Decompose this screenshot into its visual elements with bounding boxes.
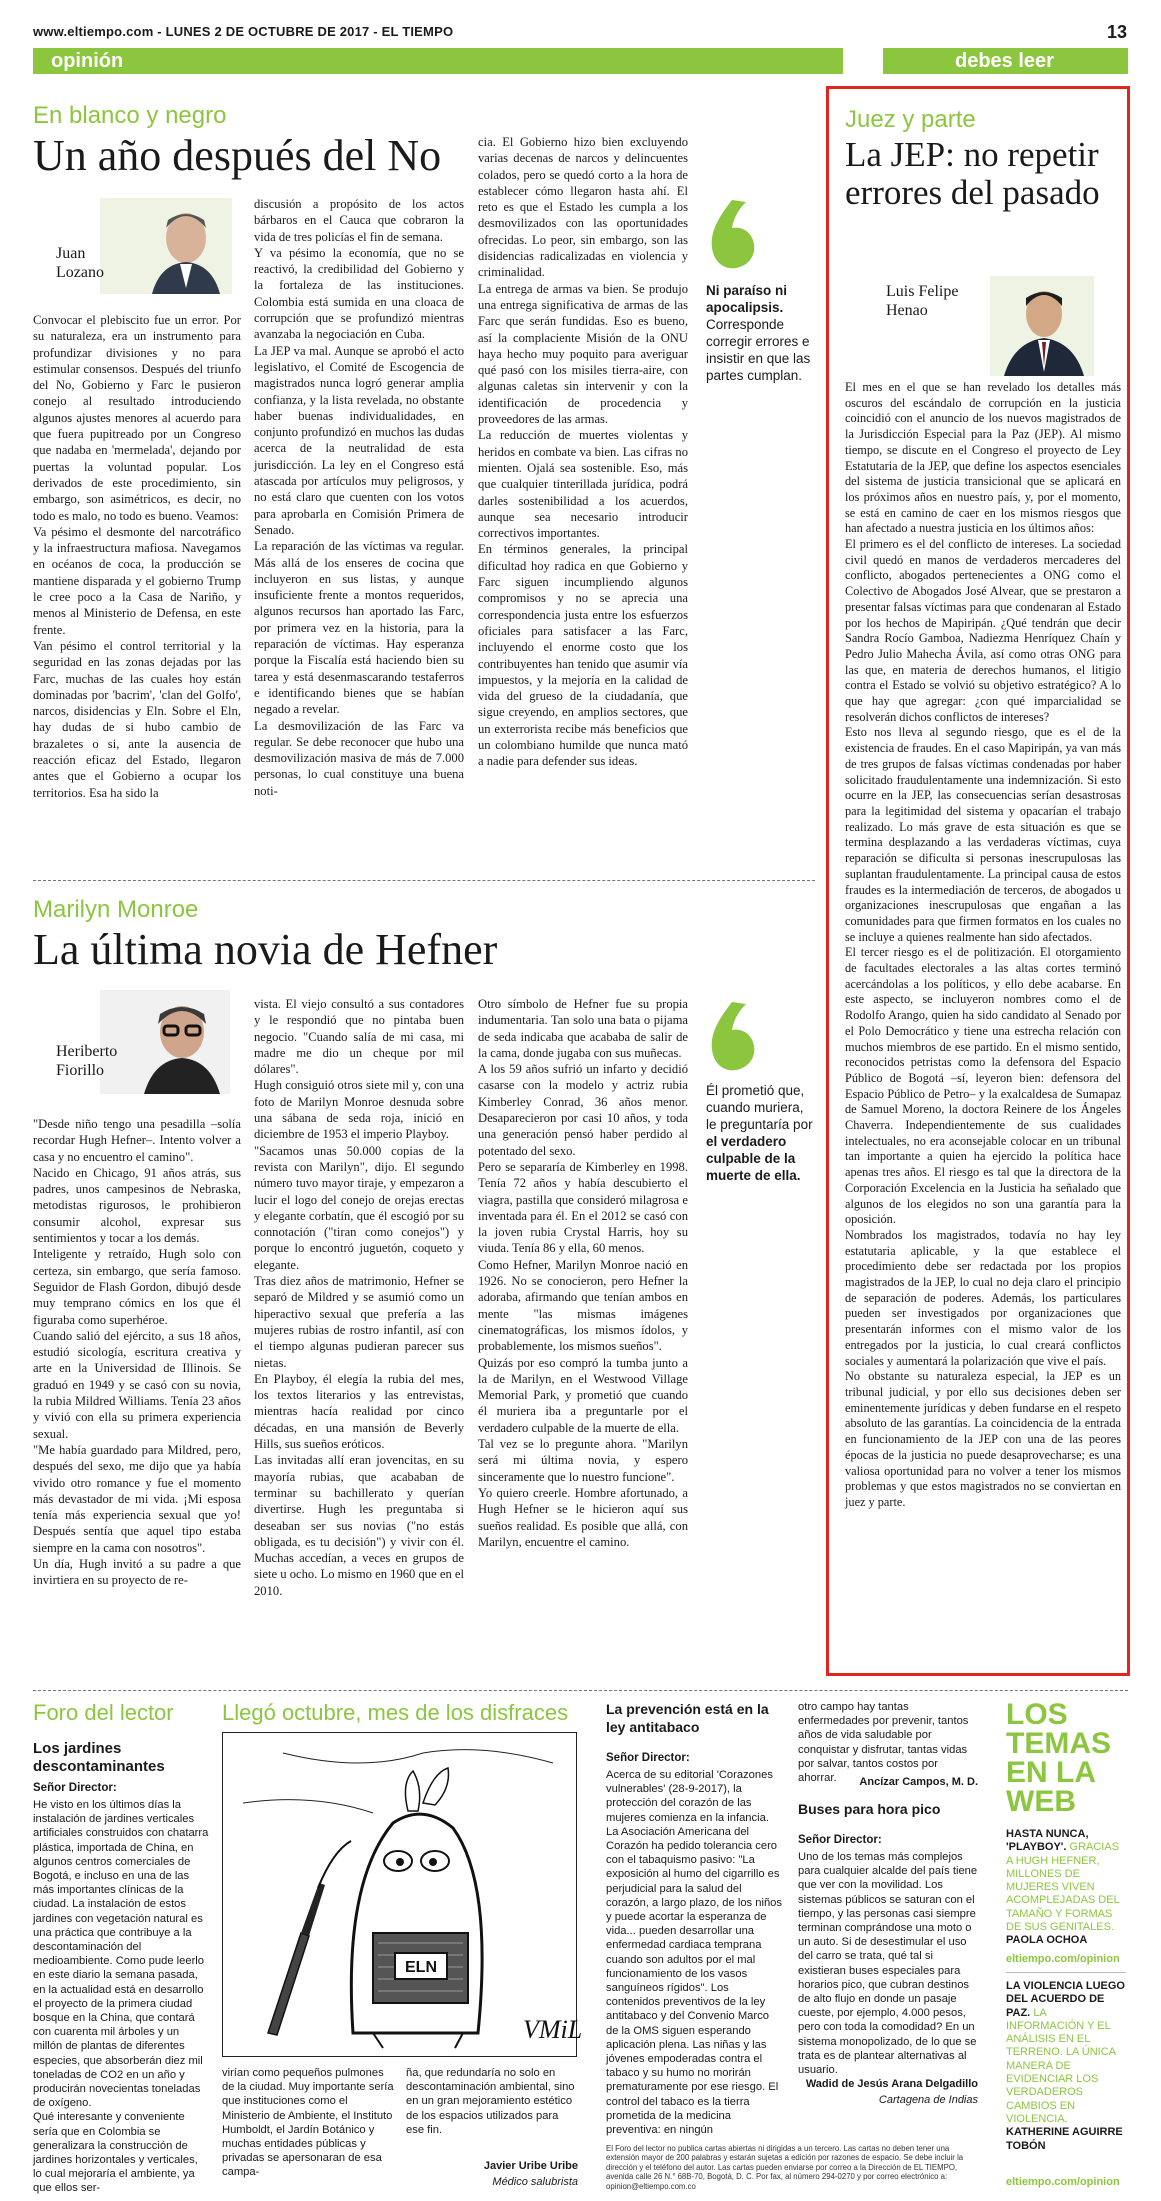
section-bar-opinion — [33, 48, 843, 74]
cartoon-signature: VMiL — [523, 2015, 583, 2044]
letter3-signature-role: Cartagena de Indias — [878, 2094, 978, 2106]
temas-item-1-summary: GRACIAS A HUGH HEFNER, MILLONES DE MUJERES VIVEN ACOMPLEJADAS DEL TAMAÑO Y FORMAS DE SUS GENITALES. — [1006, 1841, 1120, 1934]
letter2-signature: Ancízar Campos, M. D. — [859, 1776, 978, 1788]
article2-quote-bold: el verdadero culpable de la muerte de ella. — [706, 1134, 801, 1183]
article1-headline: Un año después del No — [33, 131, 442, 180]
article2-column-3: Otro símbolo de Hefner fue su propia indumentaria. Tan solo una bata o pijama de seda indicaba que acababa de salir de la cama, donde jugaba con sus muñecas. A los 59 años sufrió un infarto y decidió casarse con la modelo y actriz rubia Kimberley Conrad, 36 años menor. Desaparecieron por casi 10 años, y toda una generación pensó haber perdido al potentado del sexo. Pero se separaría de Kimberley en 1998. Tenía 72 años y había descubierto el viagra, pastilla que consideró milagrosa e inventada para él. En el 2012 se casó con la joven rubia Crystal Harris, hoy su viuda. Tenía 86 y ella, 60 menos. Como Hefner, Marilyn Monroe nació en 1926. No se conocieron, pero Hefner la adoraba, afirmando que tenían ambos en mente "las mismas imágenes cinematográficas, los mismos ídolos, y probablemente, los mismos sueños". Quizás por eso compró la tumba junto a la de Marilyn, en el Westwood Village Memorial Park, y prometió que cuando él muriera iba a preguntarle por el verdadero culpable de la muerte de ella. Tal vez se lo pregunte ahora. "Marilyn será mi última novia, y espero sinceramente que lo nuestro funcione". Yo quiero creerle. Hombre afortunado, a Hugh Hefner se le hicieron aquí sus sueños realidad. Es posible que allá, con Marilyn, encuentre el camino. — [478, 997, 688, 1549]
portrait-illustration — [990, 276, 1094, 376]
article-divider — [33, 880, 815, 881]
article2-kicker: Marilyn Monroe — [33, 896, 199, 923]
letter3-signature: Wadid de Jesús Arana Delgadillo — [805, 2078, 978, 2090]
article3-author: Luis Felipe Henao — [886, 283, 959, 319]
temas-link-2[interactable]: eltiempo.com/opinion — [1006, 2176, 1120, 2188]
article1-column-3: cia. El Gobierno hizo bien excluyendo varias decenas de narcos y delincuentes colados, pero se quedó corto a la hora de establecer cómo llegaron hasta ahí. El reto es que el Estado les cumpla a los desmovilizados con las oportunidades ofrecidas. Lo peor, sin embargo, son las disidencias radicalizadas en violencia y criminalidad. La entrega de armas va bien. Se produjo una entrega significativa de armas de las Farc que serán fundidas. Eso es bueno, así la complaciente Misión de la ONU haya hecho muy poquito para averiguar qué pasó con los misiles tierra-aire, con algunas caletas sin intervenir y con la identificación de procedencia y proveedores de las armas. La reducción de muertes violentas y heridos en combate va bien. Las cifras no mienten. Ojalá sea sostenible. Eso, más que cualquier tinterillada jurídica, podrá darles sostenibilidad a los acuerdos, aunque sea necesario introducir correctivos importantes. En términos generales, la principal dificultad hoy radica en que Gobierno y Farc siguen incumpliendo algunos compromisos y no se aprecia una correspondencia justa entre los esfuerzos oficiales para satisfacer a las Farc, incluyendo el enorme costo que los contribuyentes han tenido que asumir vía impuestos, y la mejoría en la calidad de vida del grueso de la ciudadanía, que sigue creyendo, en amplios sectores, que un exterrorista recibe más beneficios que un colombiano humilde que nunca mató a nadie para defender sus ideas. — [478, 135, 688, 769]
article1-column-2: discusión a propósito de los actos bárbaros en el Cauca que cobraron la vida de tres policías el fin de semana. Y va pésimo la economía, que no se reactivó, la credibilidad del Gobierno y la fortaleza de las instituciones. Colombia está sumida en una cloaca de corrupción que se profundizó mientras avanzaba la negociación en Cuba. La JEP va mal. Aunque se aprobó el acto legislativo, el Comité de Escogencia de magistrados nunca logró generar amplia confianza, y la lista revelada, no obstante haber buenas individualidades, en conjunto profundizó en muchos las dudas acerca de la neutralidad de esta jurisdicción. La ley en el Congreso está atascada por artículos muy peligrosos, y no está claro que cuenten con los votos para aprobarla en Comisión Primera de Senado. La reparación de las víctimas va regular. Más allá de los enseres de cocina que incluyeron en sus listas, y aunque insuficiente frente a montos requeridos, algunos recursos han aportado las Farc, por primera vez en la historia, para la reparación de víctimas. Hay esperanza porque la Fiscalía está haciendo bien su tarea y está desenmascarando testaferros e identificando bienes que se habían negado a revelar. La desmovilización de las Farc va regular. Se debe reconocer que hubo una desmovilización masiva de más de 7.000 personas, lo cual constituye una buena noti- — [254, 197, 464, 798]
letter2-body: Acerca de su editorial 'Corazones vulnerables' (28-9-2017), la protección del corazón de las mujeres comienza en la infancia. La Asociación Americana del Corazón ha pedido tolerancia cero con el tabaquismo pasivo: "La exposición al humo del cigarrillo es perjudicial para la salud del corazón, a largo plazo, de los niños y puede acortar la esperanza de vida... pueden desarrollar una enfermedad cardiaca temprana cuando son adultos por el mal funcionamiento de los vasos sanguíneos rígidos". Los contenidos preventivos de la ley antitabaco y del Convenio Marco de la OMS siguen esperando aplicación plena. Las niñas y las jóvenes empoderadas contra el tabaco y su humo no morirán prematuramente por ese riesgo. El control del tabaco es la tierra prometida de la medicina preventiva: en ningún — [606, 1769, 783, 2137]
page-number: 13 — [1106, 22, 1127, 42]
letter1-signature-role: Médico salubrista — [492, 2176, 578, 2188]
section-label-opinion: opinión — [51, 50, 124, 72]
letter1-salute: Señor Director: — [33, 1782, 117, 1794]
foro-title: Foro del lector — [33, 1700, 174, 1725]
temas-item-1[interactable] — [1006, 1828, 1126, 1948]
portrait-illustration — [100, 198, 232, 294]
author-photo-juan-lozano — [100, 198, 232, 294]
letter3-title: Buses para hora pico — [798, 1801, 941, 1817]
article2-column-2: vista. El viejo consultó a sus contadores y le respondió que no pintaba buen negocio. "Cuando salía de mi casa, mi madre me dio un cheque por mil dólares". Hugh consiguió otros siete mil y, con una foto de Marilyn Monroe desnuda sobre una sábana de seda roja, inició en diciembre de 1953 el imperio Playboy. "Sacamos unas 50.000 copias de la revista con Marilyn", dijo. El segundo número tuvo mayor tiraje, y empezaron a lucir el logo del conejo de orejas erectas y elegante corbatín, que él escogió por su connotación ("tiran como conejos") y porque lo encontró juguetón, coqueto y elegante. Tras diez años de matrimonio, Hefner se separó de Mildred y se asumió como un hiperactivo sexual que prefería a las mujeres rubias de rostro infantil, así con el tiempo algunas pudieran parecer sus nietas. En Playboy, él elegía la rubia del mes, los textos literarios y las entrevistas, mientras hacía realidad por cinco décadas, en una mansión de Beverly Hills, sus sueños eróticos. Las invitadas allí eran jovencitas, en su mayoría rubias, que acababan de terminar su bachillerato y querían divertirse. Hugh les preguntaba si deseaban ser sus novias ("no estás obligada, es tu decisión") y vivir con él. Muchas accedían, a veces en grupos de siete u ocho. Lo mismo en 1960 que en el 2010. — [254, 997, 464, 1598]
article1-column-1: Convocar el plebiscito fue un error. Por su naturaleza, era un instrumento para profundizar divisiones y no para estimular consensos. Después del triunfo del No, Gobierno y Farc le pusieron conejo al resultado introduciendo algunos ajustes menores al acuerdo para que fuera pupitreado por un Congreso que nadaba en 'mermelada', dejando por puertas la voluntad popular. Los derivados de este procedimiento, sin embargo, son asimétricos, es decir, no todo es malo, no todo es bueno. Veamos: Va pésimo el desmonte del narcotráfico y la infraestructura mafiosa. Navegamos en océanos de coca, la producción se mantiene disparada y el gobierno Trump le cree poco a la Casa de Nariño, y menos al Ministerio de Defensa, en este frente. Van pésimo el control territorial y la seguridad en las zonas dejadas por las Farc, muchas de las cuales hoy están dominadas por 'bacrim', 'clan del Golfo', narcos, disidencias y Eln. Sobre el Eln, hay dudas de si hubo cambio de brazaletes o si, ante la ausencia de reacción eficaz del Estado, llegaron antes que el Gobierno a ocupar los territorios. Esa ha sido la — [33, 313, 241, 800]
cartoon-eln-label: ELN — [405, 1959, 437, 1976]
temas-link-1[interactable]: eltiempo.com/opinion — [1006, 1953, 1120, 1965]
temas-divider — [1006, 1972, 1126, 1973]
cartoon-title: Llegó octubre, mes de los disfraces — [222, 1700, 569, 1725]
author-photo-heriberto-fiorillo — [100, 990, 230, 1094]
portrait-illustration — [100, 990, 230, 1094]
foro-footnote: El Foro del lector no publica cartas abiertas ni dirigidas a un tercero. Las cartas no deben tener una extensión mayor de 200 palabras y estarán sujetas a edición por razones de espacio. Se debe incluir la dirección y el teléfono del autor. Las cartas pueden enviarse por correo a la Dirección de EL TIEMPO, avenida calle 26 N.° 68B-70, Bogotá, D. C. Por fax, al número 294-0270 y por correo electrónico a: opinion@eltiempo.com.co — [606, 2144, 964, 2191]
temas-item-1-author: PAOLA OCHOA — [1006, 1934, 1088, 1947]
article1-quote-rest: Corresponde corregir errores e insistir en que las partes cumplan. — [706, 317, 811, 383]
temas-item-2-headline: LA VIOLENCIA LUEGO DEL ACUERDO DE PAZ. — [1006, 1980, 1125, 2019]
letter3-body: Uno de los temas más complejos para cualquier alcalde del país tiene que ver con la movilidad. Los sistemas públicos se saturan con el tiempo, y las personas casi siempre terminan comprándose una moto o un auto. Si de desestimular el uso del carro se trata, qué tal si existieran buses especiales para horarios pico, que cubran destinos de alto flujo en donde un pasaje cueste, por ejemplo, 4.000 pesos, pero con toda la comodidad? En un sistema monopolizado, de lo que se trata es de plantear alternativas al usuario. — [798, 1851, 978, 2077]
letter1-continuation-2: ña, que redundaría no solo en descontaminación ambiental, sino en un gran mejoramiento estético de los espacios utilizados para ese fin. — [406, 2067, 575, 2136]
article2-headline: La última novia de Hefner — [33, 925, 498, 974]
article2-pull-quote — [706, 1082, 816, 1184]
article2-column-1: "Desde niño tengo una pesadilla –solía recordar Hugh Hefner–. Intento volver a casa y no encuentro el camino". Nacido en Chicago, 91 años atrás, sus padres, unos campesinos de Nebraska, metodistas rigurosos, le prohibieron consumir alcohol, expresar sus sentimientos y tocar a los demás. Inteligente y retraído, Hugh solo con certeza, sin embargo, que sería famoso. Seguidor de Flash Gordon, dibujó desde muy temprano cómics en los que él figuraba como superhéroe. Cuando salió del ejército, a sus 18 años, estudió sicología, escritura creativa y arte en la Universidad de Illinois. Se graduó en 1949 y se casó con su novia, la rubia Mildred Williams. Tenía 23 años y vivió con ella su primera experiencia sexual. "Me había guardado para Mildred, pero, después del sexo, me dijo que ya había vivido otro romance y fue el momento más devastador de mi vida. ¡Mi esposa tenía más experiencia sexual que yo! Después sentía que aquel tipo estaba siempre en la cama con nosotros". Un día, Hugh invitó a su padre a que invirtiera en su proyecto de re- — [33, 1117, 241, 1588]
temas-item-2-summary: LA INFORMACIÓN Y EL ANÁLISIS EN EL TERRENO. LA ÚNICA MANERA DE EVIDENCIAR LOS VERDADEROS CAMBIOS EN VIOLENCIA. — [1006, 2006, 1116, 2125]
letter2-title: La prevención está en la ley antitabaco — [606, 1701, 769, 1735]
quote-mark-icon — [706, 198, 758, 272]
article1-kicker: En blanco y negro — [33, 102, 227, 129]
temas-item-1-headline: HASTA NUNCA, 'PLAYBOY'. — [1006, 1828, 1089, 1854]
temas-item-2-author: KATHERINE AGUIRRE TOBÓN — [1006, 2126, 1123, 2152]
article2-quote-pre: Él prometió que, cuando muriera, le preguntaría por — [706, 1083, 813, 1132]
temas-title: LOS TEMAS EN LA WEB — [1006, 1698, 1111, 1818]
letter1-continuation: virían como pequeños pulmones de la ciudad. Muy importante sería que instituciones como el Ministerio de Ambiente, el Instituto Humboldt, el Jardín Botánico y muchas entidades públicas y privadas se apersonaran de esa campa- — [222, 2067, 394, 2179]
article1-quote-bold: Ni paraíso ni apocalipsis. — [706, 283, 788, 315]
bottom-section-divider — [33, 1690, 1128, 1691]
section-label-debes-leer: debes leer — [955, 50, 1054, 72]
letter1-body: He visto en los últimos días la instalación de jardines verticales artificiales construidos con chatarra plástica, importada de China, en algunos centros comerciales de Bogotá, e incluso en una de las más importantes clínicas de la ciudad. La instalación de estos jardines con vegetación natural es una práctica que contribuye a la descontaminación del medioambiente. Como pude leerlo en este diario la semana pasada, en la actualidad está en desarrollo el proyecto de la primera ciudad bosque en la China, que contará con cuarenta mil árboles y un millón de plantas de diferentes especies, que absorberán diez mil toneladas de CO2 en un año y producirán novecientas toneladas de oxígeno. Qué interesante y conveniente sería que en Colombia se generalizara la construcción de jardines horizontales y verticales, lo cual mejoraría el ambiente, ya que ellos ser- — [33, 1799, 209, 2195]
author-photo-luis-felipe-henao — [990, 276, 1094, 376]
article2-author: Heriberto Fiorillo — [56, 1043, 118, 1079]
editorial-cartoon — [222, 1732, 583, 2057]
article3-kicker: Juez y parte — [845, 106, 976, 133]
article1-pull-quote — [706, 282, 816, 384]
cartoon-illustration — [223, 1733, 583, 2056]
letter1-title: Los jardines descontaminantes — [33, 1740, 165, 1775]
letter1-signature: Javier Uribe Uribe — [483, 2160, 578, 2172]
letter2-salute: Señor Director: — [606, 1752, 690, 1764]
article3-body: El mes en el que se han revelado los detalles más oscuros del escándalo de corrupción en la justicia coincidió con el anuncio de los nuevos magistrados de la Jurisdicción Especial para la Paz (JEP). Al mismo tiempo, se discute en el Congreso el proyecto de Ley Estatutaria de la JEP, que define los aspectos esenciales del sistema de justicia transicional que se aplicará en los próximos años en nuestro país, y, por el momento, se está en camino de caer en los mismos riesgos que han afectado a nuestra justicia en los últimos años: El primero es el del conflicto de intereses. La sociedad civil quedó en manos de verdaderos mercaderes del conflicto, abogados pertenecientes a ONG como el Colectivo de Abogados José Alvear, que se prestaron a presentar falsas víctimas para que condenaran al Estado por los hechos de Mapiripán. ¿Qué tendrán que decir Sandra Rocío Gamboa, Nadiezma Henríquez Chaín y Pedro Julio Mahecha Ávila, así como otras ONG para las que, en materia de derechos humanos, el litigio contra el Estado se volvió su objetivo estratégico? A lo que hay que agregar: ¿con qué imparcialidad se resolverán dichos conflictos de intereses? Esto nos lleva al segundo riesgo, que es el de la existencia de fraudes. En el caso Mapiripán, ya van más de tres grupos de falsas víctimas condenadas por haber solicitado fraudulentamente una indemnización. Si esto ocurre en la JEP, las consecuencias serían desastrosas para la legitimidad del sistema y opacarían el trabajo realizado. Lo más grave de esta situación es que se termina desplazando a las verdaderas víctimas, cuya reparación se dificulta si personas inescrupulosas las suplantan fraudulentamente. La principal causa de estos fraudes es la intermediación de terceros, de abogados u organizaciones inescrupulosas que engañan a las comunidades para que firmen formatos en los cuales no se incluye a quienes realmente han sido afectados. El tercer riesgo es el de politización. El otorgamiento de facultades electorales a las altas cortes terminó acercándolas a los políticos, y ello debe acabarse. En este aspecto, se incluyeron nombres como el de Rodolfo Arango, quien ha sido candidato al Senado por el Polo Democrático y tiene una estrecha relación con muchos miembros de ese partido. En el mismo sentido, reconocidos petristas como la defensora del Espacio Público de Bogotá –sí, leyeron bien: defensora del Espacio Público de Petro– y la exalcaldesa de Sumapaz de Samuel Moreno, la doctora Reinere de los Ángeles Chaverra. Independientemente de sus cualidades intelectuales, no era aconsejable colocar en un tribunal tan importante a quien ha ejercido la política hace apenas tres años. El riesgo es tal que la directora de la Corporación Excelencia en la Justicia ha señalado que algunos de los elegidos no son una garantía para la oposición. Nombrados los magistrados, todavía no hay ley estatutaria aplicable, y la que establece el procedimiento debe ser redactada por los propios magistrados de la JEP, lo cual no deja claro el principio de separación de poderes. Además, los particulares pueden ser investigados por organizaciones que presentarán informes con el mismo valor de los entregados por la justicia, lo cual creará conflictos sociales y aumentará la polarización que vive el país. No obstante su naturaleza especial, la JEP es un tribunal judicial, y por ello sus decisiones deben ser eminentemente jurídicas y deben fundarse en el respeto absoluto de las garantías. La coincidencia de la entrada en funcionamiento de la JEP con una de las peores épocas de la justicia no puede desaprovecharse; es una valiosa oportunidad para no volver a tener los mismos problemas y que estos magistrados no se conviertan en juez y parte. — [845, 380, 1121, 1509]
quote-mark-icon — [706, 1000, 758, 1074]
masthead-line: www.eltiempo.com - LUNES 2 DE OCTUBRE DE 2017 - EL TIEMPO — [33, 24, 454, 39]
letter3-salute: Señor Director: — [798, 1834, 882, 1846]
article1-author: Juan Lozano — [56, 245, 104, 281]
letter2-continuation: otro campo hay tantas enfermedades por prevenir, tantos años de vida saludable por conquistar y disfrutar, tantas vidas por salvar, tantos costos por ahorrar. — [798, 1701, 969, 1785]
temas-item-2[interactable] — [1006, 1980, 1126, 2153]
section-bar-debes-leer — [883, 48, 1128, 74]
article3-headline: La JEP: no repetir errores del pasado — [845, 135, 1100, 212]
